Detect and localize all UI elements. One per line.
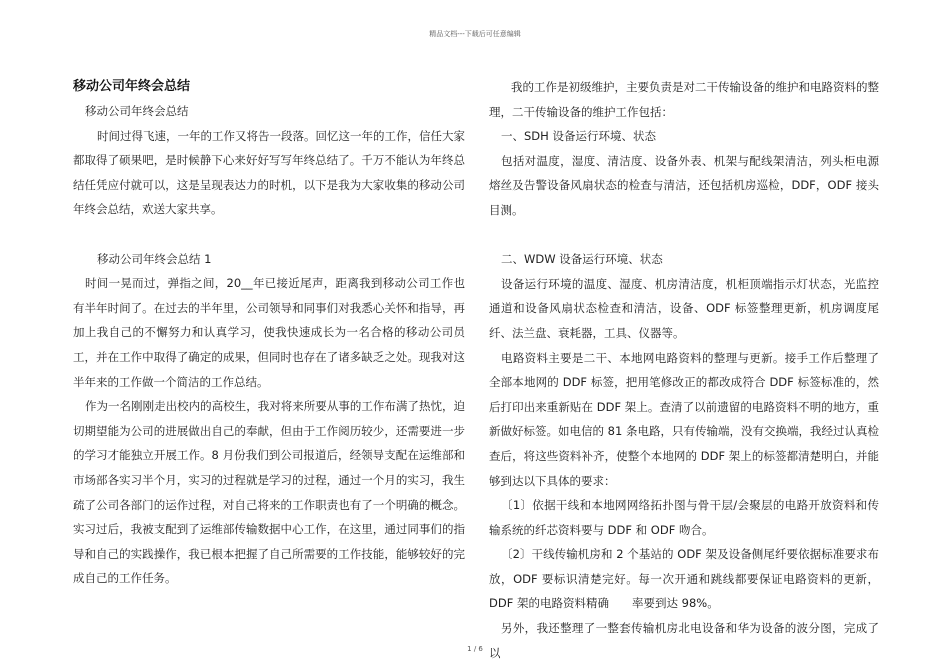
- right-column: [489, 75, 879, 665]
- page-number: 1 / 6: [467, 645, 483, 653]
- body-paragraph-4: 包括对温度，湿度、清洁度、设备外表、机架与配线架清洁，列头柜电源熔丝及告警设备风扇状态的检查与清洁，还包括机房巡检，DDF，ODF 接头目测。: [489, 153, 879, 217]
- body-paragraph-6: 电路资料主要是二干、本地网电路资料的整理与更新。接手工作后整理了全部本地网的 DDF 标签，把用笔修改正的都改成符合 DDF 标签标准的，然后打印出来重新贴在 DDF 架上。查清了以前遗留的电路资料不明的地方，重新做好标签。如电信的 81 条电路，只有传输端，没有交换端，我经过认真检查后，将这些资料补齐，使整个本地网的 DDF 架上的标签都清楚明白，并能够到达以下具体的要求：: [489, 350, 879, 488]
- spacer: [489, 223, 879, 248]
- heading-wdw: 二、WDW 设备运行环境、状态: [501, 252, 663, 267]
- body-paragraph-3: 我的工作是初级维护，主要负责是对二干传输设备的维护和电路资料的整理，二干传输设备的维护工作包括：: [489, 80, 879, 119]
- document-title: 移动公司年终会总结: [73, 79, 191, 94]
- requirement-item-1: 〔1〕依据干线和本地网网络拓扑图与骨干层/会聚层的电路开放资料和传输系统的纤芯资料要与 DDF 和 ODF 吻合。: [489, 498, 879, 537]
- heading-sdh: 一、SDH 设备运行环境、状态: [501, 129, 656, 144]
- spacer: [73, 222, 465, 247]
- requirement-item-2: 〔2〕干线传输机房和 2 个基站的 ODF 架及设备侧尾纤要依据标准要求布放，ODF 要标识清楚完好。每一次开通和跳线都要保证电路资料的更新，DDF 架的电路资料精确 率要到达 98%。: [489, 547, 879, 611]
- left-column: [73, 75, 465, 591]
- intro-paragraph: 时间过得飞速，一年的工作又将告一段落。回忆这一年的工作，信任大家都取得了硕果吧，是时候静下心来好好写写年终总结了。千万不能认为年终总结任凭应付就可以，这是呈现表达力的时机，以下是我为大家收集的移动公司年终会总结，欢送大家共享。: [73, 128, 465, 217]
- body-paragraph-7: 另外，我还整理了一整套传输机房北电设备和华为设备的波分图，完成了以: [489, 621, 879, 660]
- body-paragraph-5: 设备运行环境的温度、湿度、机房清洁度，机柜顶端指示灯状态，光监控通道和设备风扇状态检查和清洁，设备、ODF 标签整理更新，机房调度尾纤、法兰盘、衰耗器，工具、仪器等。: [489, 276, 879, 340]
- section-title: 移动公司年终会总结 1: [97, 251, 212, 266]
- page-header: 精品文档---下载后可任意编辑: [429, 30, 521, 38]
- body-paragraph-2: 作为一名刚刚走出校内的高校生，我对将来所要从事的工作布满了热忱，迫切期望能为公司的进展做出自己的奉献，但由于工作阅历较少，还需要进一步的学习才能独立开展工作。8 月份我们到公司报道后，经领导支配在运维部和市场部各实习半个月，实习的过程就是学习的过程，通过一个月的实习，我生疏了公司各部门的运作过程，对自己将来的工作职责也有了一个明确的概念。实习过后，我被支配到了运维部传输数据中心工作，在这里，通过同事们的指导和自己的实践操作，我已根本把握了自己所需要的工作技能，能够较好的完成自己的工作任务。: [73, 399, 465, 586]
- body-paragraph-1: 时间一晃而过，弹指之间，20__年已接近尾声，距离我到移动公司工作也有半年时间了。在过去的半年里，公司领导和同事们对我悉心关怀和指导，再加上我自己的不懈努力和认真学习，使我快速成长为一名合格的移动公司员工，并在工作中取得了确定的成果，但同时也存在了诸多缺乏之处。现我对这半年来的工作做一个简洁的工作总结。: [73, 276, 465, 389]
- document-subtitle: 移动公司年终会总结: [85, 104, 189, 118]
